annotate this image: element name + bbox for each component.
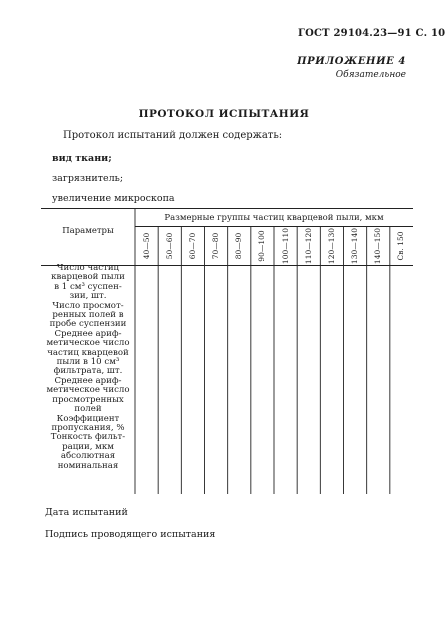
size-group-header: 50—60 xyxy=(164,232,174,260)
parameter-label xyxy=(43,264,133,302)
parameter-line: абсолютная xyxy=(60,451,116,462)
parameter-label xyxy=(43,330,133,377)
size-group-header: 140—150 xyxy=(373,227,383,265)
size-group-header: 80—90 xyxy=(234,232,244,260)
size-group-header: 110—120 xyxy=(303,227,313,265)
parameter-line: кварцевой пыли xyxy=(51,272,125,283)
parameter-line: Число просмот- xyxy=(52,300,124,311)
parameter-line: пыли в 10 см³ xyxy=(56,357,120,368)
parameter-line: пробе суспензии xyxy=(49,319,127,330)
signature-label: Подпись проводящего испытания xyxy=(45,529,216,540)
field-contaminant: загрязнитель; xyxy=(52,173,124,184)
size-group-header: 70—80 xyxy=(211,232,221,260)
parameter-line: метическое число xyxy=(46,338,130,349)
parameter-label xyxy=(43,433,133,452)
appendix-title: ПРИЛОЖЕНИЕ 4 xyxy=(297,56,406,67)
size-group-header: Св. 150 xyxy=(396,231,406,261)
parameter-line: Тонкость фильт- xyxy=(50,432,126,443)
size-group-header: 130—140 xyxy=(350,227,360,265)
parameter-line: ренных полей в xyxy=(52,310,124,321)
parameters-header: Параметры xyxy=(62,226,114,236)
parameter-line: пропускания, % xyxy=(51,422,125,433)
parameter-line: Число частиц xyxy=(56,263,120,273)
size-group-header: 90—100 xyxy=(257,230,267,262)
size-group-header: 120—130 xyxy=(326,227,336,265)
parameter-label xyxy=(43,302,133,330)
parameter-line: в 1 см³ суспен- xyxy=(54,281,122,292)
parameter-label xyxy=(43,452,133,471)
size-groups-header: Размерные группы частиц кварцевой пыли, мкм xyxy=(164,213,384,223)
intro-text: Протокол испытаний должен содержать: xyxy=(63,130,283,141)
parameter-line: метическое число xyxy=(46,385,130,396)
parameter-line: Среднее ариф- xyxy=(54,328,122,339)
parameter-line: зии, шт. xyxy=(69,291,107,302)
parameter-line: рации, мкм xyxy=(62,441,114,452)
parameter-label xyxy=(43,377,133,415)
field-magnification: увеличение микроскопа xyxy=(52,193,175,204)
parameter-line: фильтрата, шт. xyxy=(53,366,123,377)
parameter-line: Коэффициент xyxy=(56,413,120,424)
standard-code: ГОСТ 29104.23—91 С. 10 xyxy=(298,28,446,39)
parameter-label xyxy=(43,415,133,434)
size-group-header: 100—110 xyxy=(280,227,290,265)
parameters-list xyxy=(43,264,133,471)
parameter-line: просмотренных xyxy=(52,394,124,405)
parameter-line: Среднее ариф- xyxy=(54,375,122,386)
parameter-line: полей xyxy=(74,404,102,415)
appendix-type: Обязательное xyxy=(335,70,406,80)
field-fabric-type: вид ткани; xyxy=(52,153,112,164)
parameter-line: номинальная xyxy=(57,460,119,471)
parameter-line: частиц кварцевой xyxy=(47,347,129,358)
document-title: ПРОТОКОЛ ИСПЫТАНИЯ xyxy=(138,108,310,120)
size-group-header: 60—70 xyxy=(187,232,197,260)
test-date-label: Дата испытаний xyxy=(45,507,128,518)
size-group-header: 40—50 xyxy=(141,232,151,260)
